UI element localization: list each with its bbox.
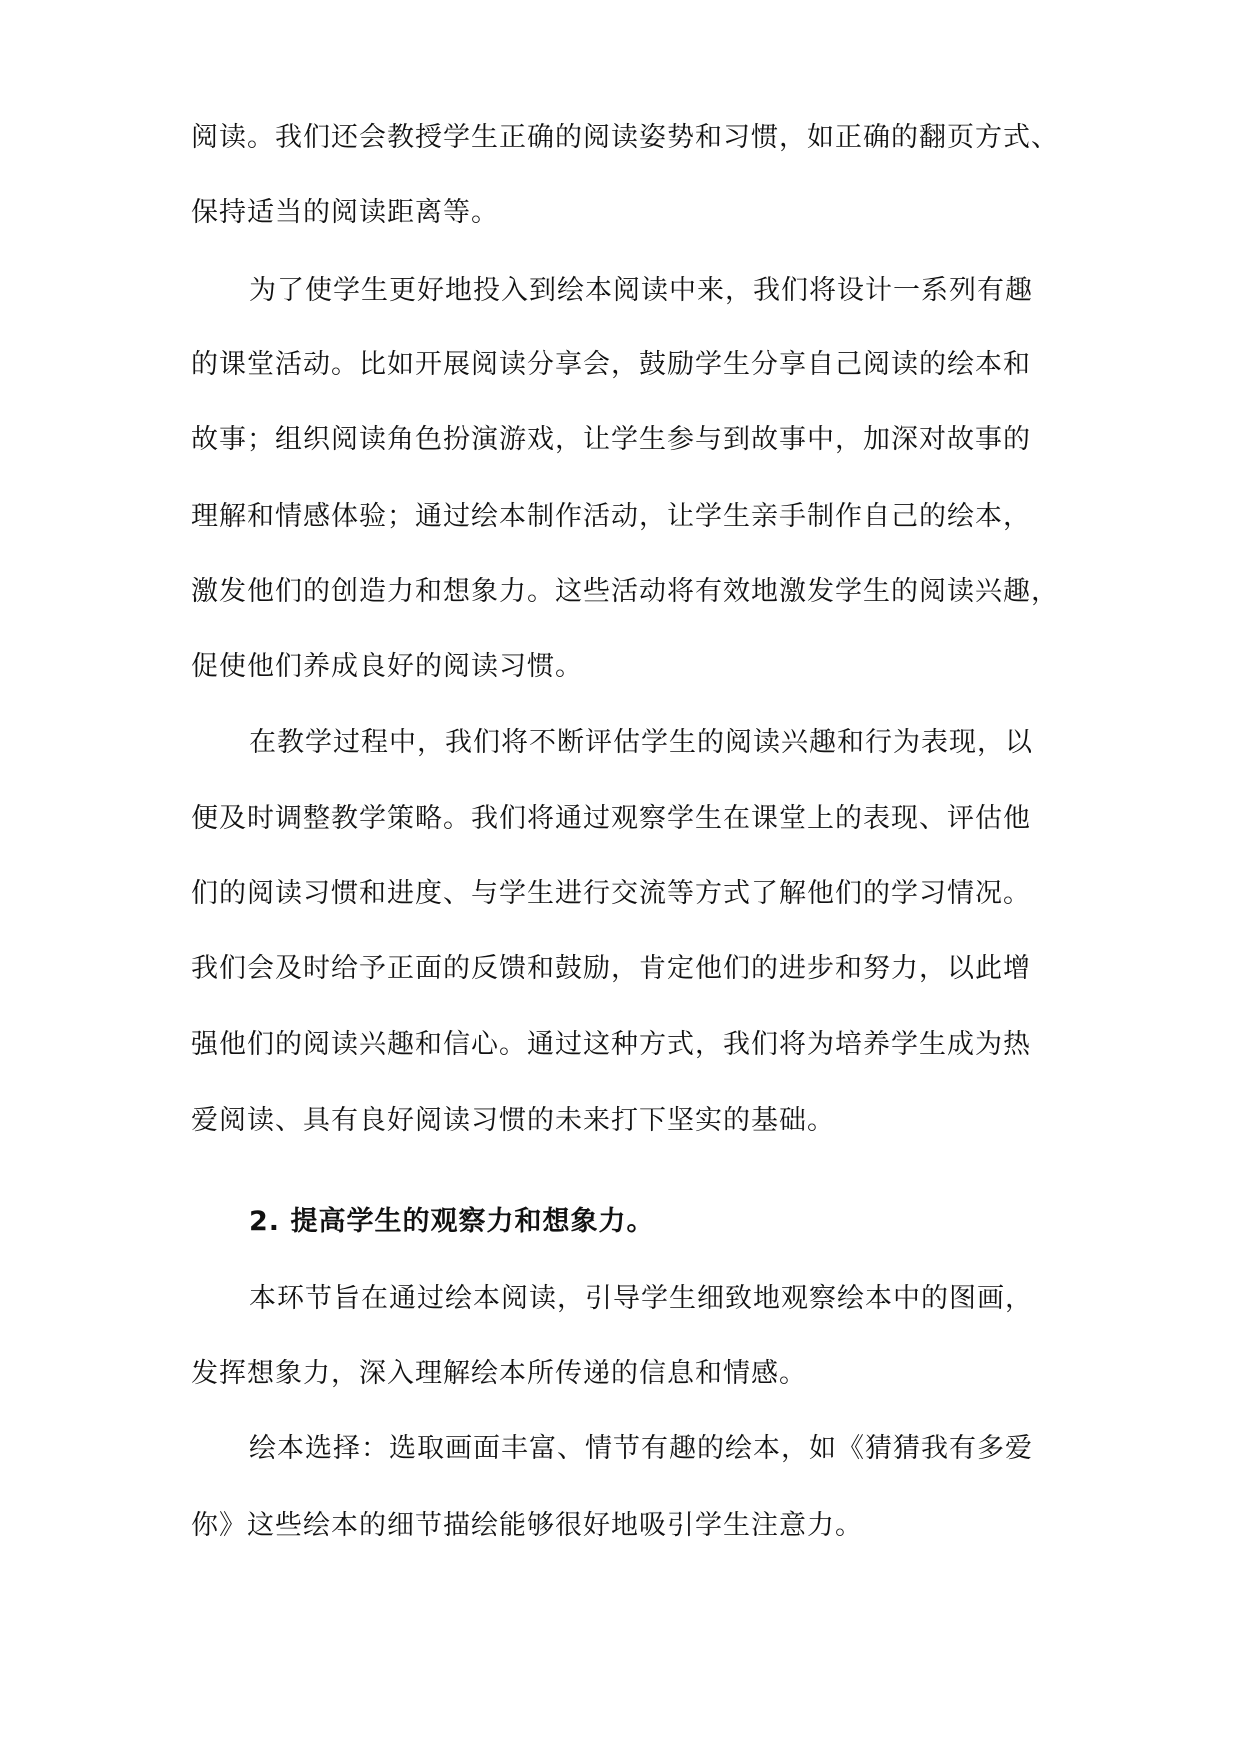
- paragraph-line: 在教学过程中，我们将不断评估学生的阅读兴趣和行为表现，以: [249, 727, 1033, 758]
- section-heading: 2. 提高学生的观察力和想象力。: [249, 1206, 655, 1237]
- paragraph-line: 我们会及时给予正面的反馈和鼓励，肯定他们的进步和努力，以此增: [191, 953, 1031, 984]
- paragraph-line: 强他们的阅读兴趣和信心。通过这种方式，我们将为培养学生成为热: [191, 1029, 1031, 1060]
- paragraph-line: 们的阅读习惯和进度、与学生进行交流等方式了解他们的学习情况。: [191, 878, 1031, 909]
- paragraph-line: 的课堂活动。比如开展阅读分享会，鼓励学生分享自己阅读的绘本和: [191, 349, 1031, 380]
- paragraph-line: 保持适当的阅读距离等。: [191, 197, 499, 228]
- paragraph-line: 为了使学生更好地投入到绘本阅读中来，我们将设计一系列有趣: [249, 275, 1033, 306]
- paragraph-line: 你》这些绘本的细节描绘能够很好地吸引学生注意力。: [191, 1510, 863, 1541]
- paragraph-line: 理解和情感体验；通过绘本制作活动，让学生亲手制作自己的绘本，: [191, 501, 1031, 532]
- paragraph-line: 本环节旨在通过绘本阅读，引导学生细致地观察绘本中的图画，: [249, 1283, 1033, 1314]
- paragraph-line: 爱阅读、具有良好阅读习惯的未来打下坚实的基础。: [191, 1105, 835, 1136]
- paragraph-line: 发挥想象力，深入理解绘本所传递的信息和情感。: [191, 1358, 807, 1389]
- paragraph-line: 阅读。我们还会教授学生正确的阅读姿势和习惯，如正确的翻页方式、: [191, 122, 1059, 153]
- paragraph-line: 故事；组织阅读角色扮演游戏，让学生参与到故事中，加深对故事的: [191, 424, 1031, 455]
- paragraph-line: 激发他们的创造力和想象力。这些活动将有效地激发学生的阅读兴趣，: [191, 576, 1059, 607]
- paragraph-line: 便及时调整教学策略。我们将通过观察学生在课堂上的表现、评估他: [191, 803, 1031, 834]
- paragraph-line: 促使他们养成良好的阅读习惯。: [191, 651, 583, 682]
- paragraph-line: 绘本选择：选取画面丰富、情节有趣的绘本，如《猜猜我有多爱: [249, 1433, 1033, 1464]
